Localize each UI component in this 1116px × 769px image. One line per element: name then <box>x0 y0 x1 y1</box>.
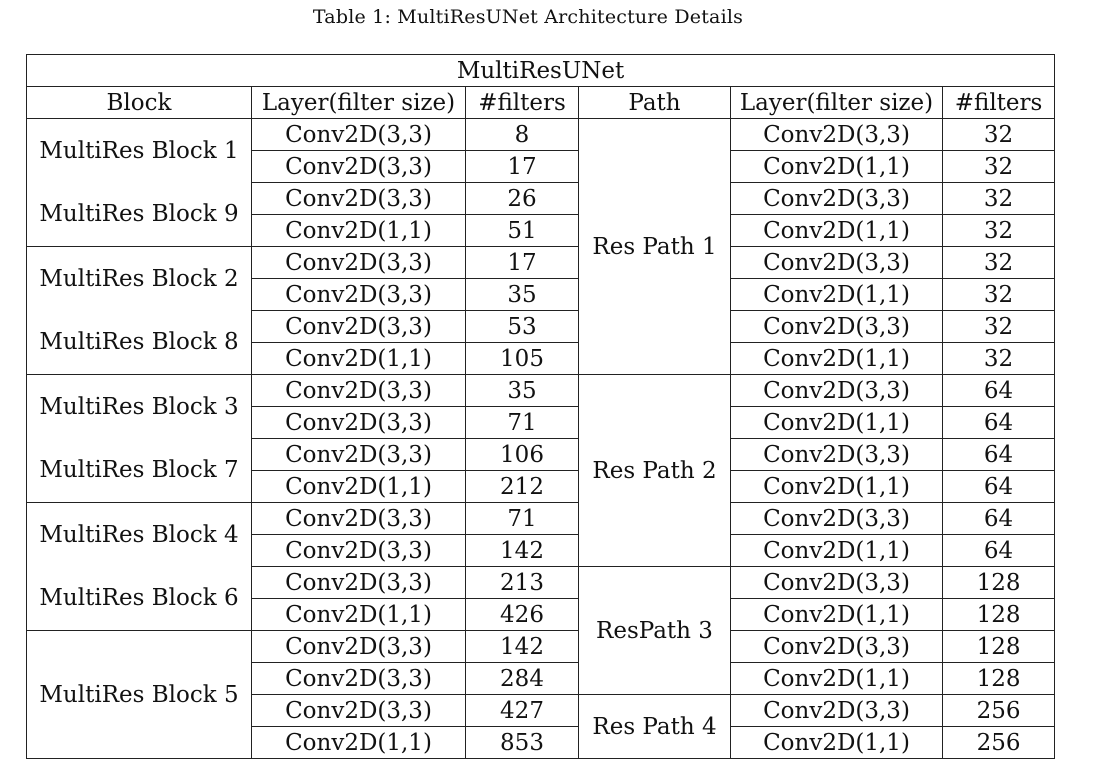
path-filters-cell: 64 <box>943 407 1055 439</box>
table-row <box>27 247 1055 279</box>
path-filters-cell: 256 <box>943 727 1055 759</box>
block-filters-cell: 142 <box>466 535 579 567</box>
path-filters-cell: 32 <box>943 279 1055 311</box>
block-layer-cell: Conv2D(3,3) <box>252 695 466 727</box>
table-row <box>27 567 1055 599</box>
block-name-cell: MultiRes Block 2 <box>27 247 252 311</box>
block-layer-cell: Conv2D(3,3) <box>252 279 466 311</box>
path-filters-cell: 64 <box>943 471 1055 503</box>
block-layer-cell: Conv2D(3,3) <box>252 631 466 663</box>
path-layer-cell: Conv2D(3,3) <box>731 439 943 471</box>
path-filters-cell: 32 <box>943 343 1055 375</box>
block-filters-cell: 212 <box>466 471 579 503</box>
block-filters-cell: 51 <box>466 215 579 247</box>
path-layer-cell: Conv2D(3,3) <box>731 311 943 343</box>
path-filters-cell: 64 <box>943 503 1055 535</box>
header-layer-right: Layer(filter size) <box>731 87 943 119</box>
path-filters-cell: 32 <box>943 215 1055 247</box>
header-block: Block <box>27 87 252 119</box>
block-name-cell: MultiRes Block 8 <box>27 311 252 375</box>
block-filters-cell: 35 <box>466 279 579 311</box>
path-layer-cell: Conv2D(1,1) <box>731 471 943 503</box>
path-layer-cell: Conv2D(3,3) <box>731 247 943 279</box>
block-filters-cell: 853 <box>466 727 579 759</box>
block-filters-cell: 284 <box>466 663 579 695</box>
block-filters-cell: 35 <box>466 375 579 407</box>
block-layer-cell: Conv2D(3,3) <box>252 375 466 407</box>
table-row <box>27 119 1055 151</box>
header-path: Path <box>579 87 731 119</box>
block-layer-cell: Conv2D(3,3) <box>252 535 466 567</box>
block-filters-cell: 105 <box>466 343 579 375</box>
table-row <box>27 439 1055 471</box>
path-layer-cell: Conv2D(1,1) <box>731 727 943 759</box>
block-layer-cell: Conv2D(3,3) <box>252 151 466 183</box>
table-title: MultiResUNet <box>27 55 1055 87</box>
path-filters-cell: 32 <box>943 311 1055 343</box>
block-layer-cell: Conv2D(1,1) <box>252 727 466 759</box>
block-filters-cell: 71 <box>466 503 579 535</box>
block-filters-cell: 106 <box>466 439 579 471</box>
path-filters-cell: 32 <box>943 119 1055 151</box>
path-layer-cell: Conv2D(1,1) <box>731 279 943 311</box>
block-name-cell: MultiRes Block 7 <box>27 439 252 503</box>
path-layer-cell: Conv2D(3,3) <box>731 119 943 151</box>
path-layer-cell: Conv2D(3,3) <box>731 375 943 407</box>
block-name-cell: MultiRes Block 1 <box>27 119 252 183</box>
block-filters-cell: 53 <box>466 311 579 343</box>
path-layer-cell: Conv2D(3,3) <box>731 503 943 535</box>
path-layer-cell: Conv2D(3,3) <box>731 695 943 727</box>
block-name-cell: MultiRes Block 6 <box>27 567 252 631</box>
path-filters-cell: 32 <box>943 151 1055 183</box>
path-layer-cell: Conv2D(1,1) <box>731 663 943 695</box>
block-layer-cell: Conv2D(1,1) <box>252 599 466 631</box>
table-row <box>27 631 1055 663</box>
path-layer-cell: Conv2D(1,1) <box>731 535 943 567</box>
path-layer-cell: Conv2D(3,3) <box>731 567 943 599</box>
header-layer-left: Layer(filter size) <box>252 87 466 119</box>
table-row <box>27 183 1055 215</box>
path-filters-cell: 64 <box>943 375 1055 407</box>
block-filters-cell: 427 <box>466 695 579 727</box>
block-filters-cell: 17 <box>466 247 579 279</box>
table-row <box>27 375 1055 407</box>
block-filters-cell: 426 <box>466 599 579 631</box>
architecture-table <box>26 54 1055 759</box>
path-layer-cell: Conv2D(3,3) <box>731 631 943 663</box>
block-filters-cell: 17 <box>466 151 579 183</box>
block-name-cell: MultiRes Block 9 <box>27 183 252 247</box>
block-layer-cell: Conv2D(3,3) <box>252 567 466 599</box>
table-row <box>27 503 1055 535</box>
path-filters-cell: 32 <box>943 183 1055 215</box>
block-name-cell: MultiRes Block 4 <box>27 503 252 567</box>
block-layer-cell: Conv2D(1,1) <box>252 215 466 247</box>
path-layer-cell: Conv2D(3,3) <box>731 183 943 215</box>
table-row <box>27 311 1055 343</box>
path-name-cell: Res Path 2 <box>579 375 731 567</box>
block-filters-cell: 8 <box>466 119 579 151</box>
path-layer-cell: Conv2D(1,1) <box>731 599 943 631</box>
path-name-cell: Res Path 4 <box>579 695 731 759</box>
header-filters-right: #filters <box>943 87 1055 119</box>
block-filters-cell: 26 <box>466 183 579 215</box>
path-name-cell: Res Path 1 <box>579 119 731 375</box>
path-layer-cell: Conv2D(1,1) <box>731 151 943 183</box>
path-filters-cell: 64 <box>943 535 1055 567</box>
header-filters-left: #filters <box>466 87 579 119</box>
path-filters-cell: 128 <box>943 599 1055 631</box>
block-layer-cell: Conv2D(3,3) <box>252 663 466 695</box>
block-layer-cell: Conv2D(3,3) <box>252 183 466 215</box>
path-filters-cell: 32 <box>943 247 1055 279</box>
block-layer-cell: Conv2D(1,1) <box>252 343 466 375</box>
path-filters-cell: 128 <box>943 567 1055 599</box>
block-layer-cell: Conv2D(3,3) <box>252 503 466 535</box>
path-filters-cell: 128 <box>943 631 1055 663</box>
block-filters-cell: 71 <box>466 407 579 439</box>
path-filters-cell: 128 <box>943 663 1055 695</box>
block-name-cell: MultiRes Block 5 <box>27 631 252 759</box>
block-layer-cell: Conv2D(1,1) <box>252 471 466 503</box>
block-layer-cell: Conv2D(3,3) <box>252 439 466 471</box>
path-layer-cell: Conv2D(1,1) <box>731 407 943 439</box>
path-filters-cell: 64 <box>943 439 1055 471</box>
table-caption: Table 1: MultiResUNet Architecture Details <box>312 6 744 28</box>
block-layer-cell: Conv2D(3,3) <box>252 247 466 279</box>
block-layer-cell: Conv2D(3,3) <box>252 119 466 151</box>
block-filters-cell: 142 <box>466 631 579 663</box>
block-filters-cell: 213 <box>466 567 579 599</box>
block-name-cell: MultiRes Block 3 <box>27 375 252 439</box>
path-layer-cell: Conv2D(1,1) <box>731 343 943 375</box>
block-layer-cell: Conv2D(3,3) <box>252 311 466 343</box>
path-filters-cell: 256 <box>943 695 1055 727</box>
path-layer-cell: Conv2D(1,1) <box>731 215 943 247</box>
block-layer-cell: Conv2D(3,3) <box>252 407 466 439</box>
path-name-cell: ResPath 3 <box>579 567 731 695</box>
